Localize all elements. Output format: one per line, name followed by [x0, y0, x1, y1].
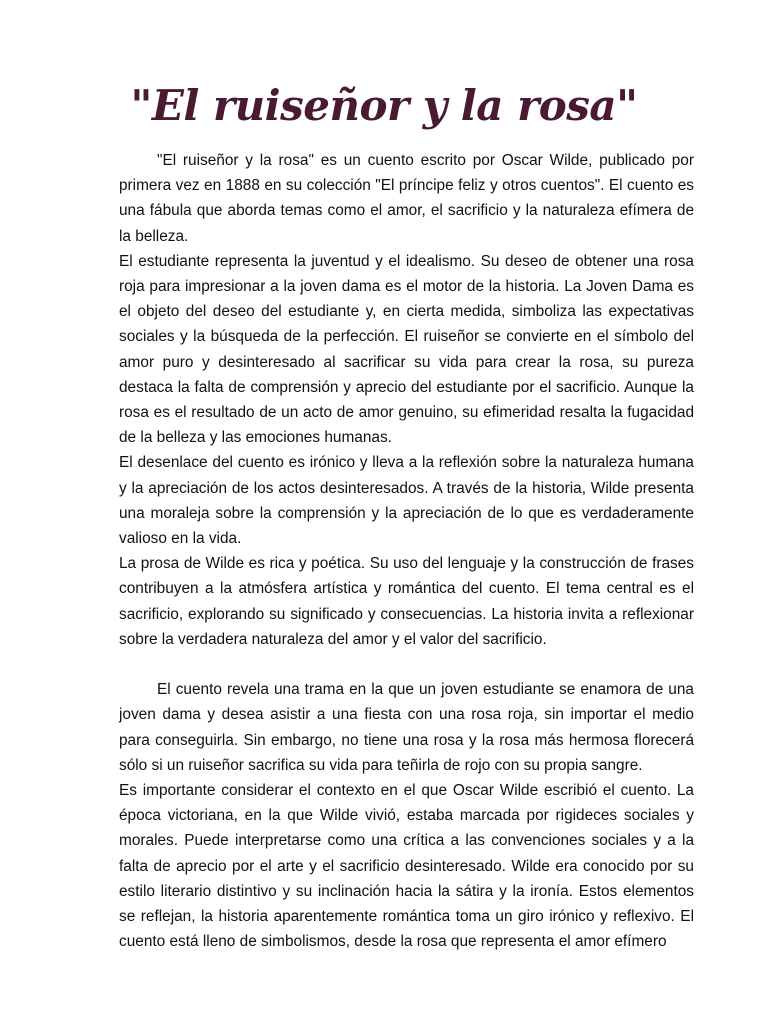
- paragraph-plot: El cuento revela una trama en la que un joven estudiante se enamora de una joven dama y desea asistir a una fiesta con una rosa roja, sin importar el medio para conseguirla. Sin embargo, no tiene una rosa y la rosa más hermosa florecerá sólo si un ruiseñor sacrifica su vida para teñirla de rojo con su propia sangre.: [119, 681, 694, 774]
- document-body: [119, 148, 694, 954]
- paragraph-intro: "El ruiseñor y la rosa" es un cuento escrito por Oscar Wilde, publicado por primera vez en 1888 en su colección "El príncipe feliz y otros cuentos". El cuento es una fábula que aborda temas como el amor, el sacrificio y la naturaleza efímera de la belleza.: [119, 152, 694, 245]
- paragraph-prose: La prosa de Wilde es rica y poética. Su uso del lenguaje y la construcción de frases contribuyen a la atmósfera artística y romántica del cuento. El tema central es el sacrificio, explorando su significado y consecuencias. La historia invita a reflexionar sobre la verdadera naturaleza del amor y el valor del sacrificio.: [119, 555, 694, 648]
- paragraph-context: Es importante considerar el contexto en el que Oscar Wilde escribió el cuento. La época victoriana, en la que Wilde vivió, estaba marcada por rigideces sociales y morales. Puede interpretarse como una crítica a las convenciones sociales y a la falta de aprecio por el arte y el sacrificio desinteresado. Wilde era conocido por su estilo literario distintivo y su inclinación hacia la sátira y la ironía. Estos elementos se reflejan, la historia aparentemente romántica toma un giro irónico y reflexivo. El cuento está lleno de simbolismos, desde la rosa que representa el amor efímero: [119, 782, 694, 951]
- paragraph-ending: El desenlace del cuento es irónico y lleva a la reflexión sobre la naturaleza humana y la apreciación de los actos desinteresados. A través de la historia, Wilde presenta una moraleja sobre la comprensión y la apreciación de lo que es verdaderamente valioso en la vida.: [119, 454, 694, 548]
- paragraph-characters: El estudiante representa la juventud y el idealismo. Su deseo de obtener una rosa roja para impresionar a la joven dama es el motor de la historia. La Joven Dama es el objeto del deseo del estudiante y, en cierta medida, simboliza las expectativas sociales y la búsqueda de la perfección. El ruiseñor se convierte en el símbolo del amor puro y desinteresado al sacrificar su vida para crear la rosa, su pureza destaca la falta de comprensión y aprecio del estudiante por el sacrificio. Aunque la rosa es el resultado de un acto de amor genuino, su efimeridad resalta la fugacidad de la belleza y las emociones humanas.: [119, 252, 694, 447]
- document-title: "El ruiseñor y la rosa": [130, 81, 638, 130]
- paragraph-spacer: [119, 652, 694, 677]
